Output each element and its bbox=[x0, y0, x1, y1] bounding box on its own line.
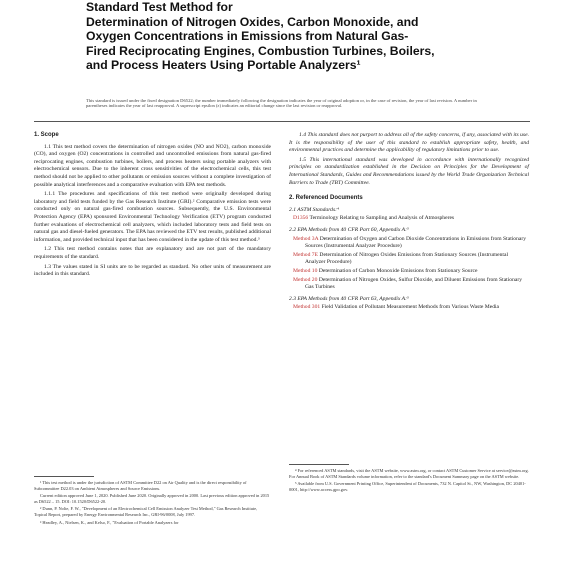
footnote: ¹ This test method is under the jurisdiction of ASTM Committee D22 on Air Quality and is the direct responsibility of Subcommittee D22.03 on Ambient Atmospheres and Source Emissions. bbox=[34, 480, 247, 491]
footnote: Current edition approved June 1, 2020. Published June 2020. Originally approved in 2000. Last previous edition approved in 2015 as D6522 – 15. DOI: 10.1520/D6522-20. bbox=[34, 493, 270, 504]
paragraph-1-3: 1.3 The values stated in SI units are to be regarded as standard. No other units of measurement are included in this standard. bbox=[34, 263, 271, 278]
reference-code[interactable]: Method 10 bbox=[293, 267, 318, 274]
reference-title: Terminology Relating to Sampling and Analysis of Atmospheres bbox=[309, 215, 455, 222]
reference-code[interactable]: Method 3A bbox=[293, 235, 319, 242]
left-column bbox=[34, 132, 271, 281]
footnote: ⁵ Available from U.S. Government Printing Office, Superintendent of Documents, 732 N. Capitol St., NW, Washington, DC 20401-0001, http://www.access.gpo.gov. bbox=[289, 481, 526, 492]
paragraph-1-4: 1.4 This standard does not purport to address all of the safety concerns, if any, associated with its use. It is the responsibility of the user of this standard to establish appropriate safety, health, and environmental practices and determine the applicability of regulatory limitations prior to use. bbox=[289, 132, 529, 154]
astm-standards-heading: 2.1 ASTM Standards:⁴ bbox=[289, 206, 339, 213]
reference-title: Determination of Carbon Monoxide Emissions from Stationary Source bbox=[318, 267, 478, 274]
footnote-divider-right bbox=[289, 464, 349, 465]
title-line: Standard Test Method for bbox=[86, 0, 233, 14]
reference-item bbox=[289, 252, 529, 267]
footnotes-left bbox=[34, 480, 271, 527]
reference-item bbox=[289, 236, 529, 251]
scope-heading: 1. Scope bbox=[34, 132, 59, 138]
epa-part60-heading: 2.2 EPA Methods from 40 CFR Part 60, Appendix A:⁵ bbox=[289, 226, 409, 233]
reference-item bbox=[289, 304, 529, 312]
title-line: Oxygen Concentrations in Emissions from Natural Gas- bbox=[86, 29, 409, 44]
title-line: Fired Reciprocating Engines, Combustion Turbines, Boilers, bbox=[86, 43, 435, 58]
reference-code[interactable]: Method 7E bbox=[293, 251, 319, 258]
epa-part63-heading: 2.3 EPA Methods from 40 CFR Part 63, Appendix A:⁵ bbox=[289, 295, 409, 302]
reference-title: Determination of Oxygen and Carbon Dioxide Concentrations in Emissions from Stationary Sources (Instrumental Analyzer Procedure) bbox=[305, 235, 527, 250]
document-title bbox=[86, 0, 506, 73]
reference-code[interactable]: Method 301 bbox=[293, 304, 321, 311]
reference-item bbox=[289, 277, 529, 292]
paragraph-1-5: 1.5 This international standard was developed in accordance with internationally recognized principles on standardization established in the Decision on Principles for the Development of International Standards, Guides and Recommendations issued by the World Trade Organization Technical Barriers to Trade (TBT) Committee. bbox=[289, 156, 529, 186]
footnotes-right bbox=[289, 468, 529, 494]
title-line: Determination of Nitrogen Oxides, Carbon Monoxide, and bbox=[86, 14, 419, 29]
reference-item bbox=[289, 268, 529, 276]
header-divider bbox=[34, 121, 530, 122]
reference-title: Determination of Nitrogen Oxides, Sulfur Dioxide, and Diluent Emissions from Stationary Gas Turbines bbox=[305, 276, 523, 291]
designation-note: This standard is issued under the fixed designation D6522; the number immediately following the designation indicates the year of original adoption or, in the case of revision, the year of last revision. A number in parentheses indicates the year of last reapproval. A superscript epsilon (ε) indicates an editorial change since the last revision or reapproval. bbox=[86, 98, 477, 109]
paragraph-1-1: 1.1 This test method covers the determination of nitrogen oxides (NO and NO2), carbon monoxide (CO), and oxygen (O2) concentrations in controlled and uncontrolled emissions from natural gas-fired reciprocating engines, combustion turbines, boilers, and process heaters using portable analyzers with electrochemical sensors. Due to the inherent cross sensitivities of the electrochemical cells, this test method should not be applied to other pollutants or emission sources without a complete investigation of possible analytical interferences and a comparative evaluation with EPA test methods. bbox=[34, 143, 271, 188]
reference-title: Determination of Nitrogen Oxides Emissions from Stationary Sources (Instrumental Analyzer Procedure) bbox=[305, 251, 509, 266]
footnote: ³ Headley, A., Nielsen, K., and Kelso, F., "Evaluation of Portable Analyzers for bbox=[40, 519, 179, 525]
reference-code[interactable]: D1356 bbox=[293, 215, 309, 222]
reference-item bbox=[289, 215, 529, 223]
reference-title: Field Validation of Pollutant Measurement Methods from Various Waste Media bbox=[321, 304, 500, 311]
reference-code[interactable]: Method 20 bbox=[293, 276, 318, 283]
footnote: ⁴ For referenced ASTM standards, visit the ASTM website, www.astm.org, or contact ASTM Customer Service at service@astm.org. For Annual Book of ASTM Standards volume information, refer to the standard's Document Summary page on the ASTM website. bbox=[289, 468, 529, 479]
paragraph-1-2: 1.2 This test method contains notes that are explanatory and are not part of the mandatory requirements of the standard. bbox=[34, 246, 271, 260]
right-column bbox=[289, 132, 529, 313]
footnote: ² Dunn, P. Nolte, F. W., "Development of an Electrochemical Cell Emission Analyzer Test Method," Gas Research Institute, Topical Report, prepared by Energy Environmental Research Inc., GRI-96/0008, July 1997. bbox=[34, 506, 258, 517]
paragraph-1-1-1: 1.1.1 The procedures and specifications of this test method were originally developed during laboratory and field tests funded by the Gas Research Institute (GRI).² Comparative emission tests were conducted only on natural gas-fired combustion sources. Subsequently, the U.S. Environmental Protection Agency (EPA) sponsored Environmental Technology Verification (ETV) program conducted further evaluations of electrochemical cell analyzers, which included laboratory tests and field tests on natural gas and diesel-fueled generators. The EPA has reviewed the ETV test results, published additional information, and provided technical input that has been considered in the update of this test method.³ bbox=[34, 191, 271, 243]
footnote-divider-left bbox=[34, 476, 94, 477]
referenced-documents-heading: 2. Referenced Documents bbox=[289, 195, 363, 202]
title-line: and Process Heaters Using Portable Analyzers¹ bbox=[86, 58, 361, 73]
